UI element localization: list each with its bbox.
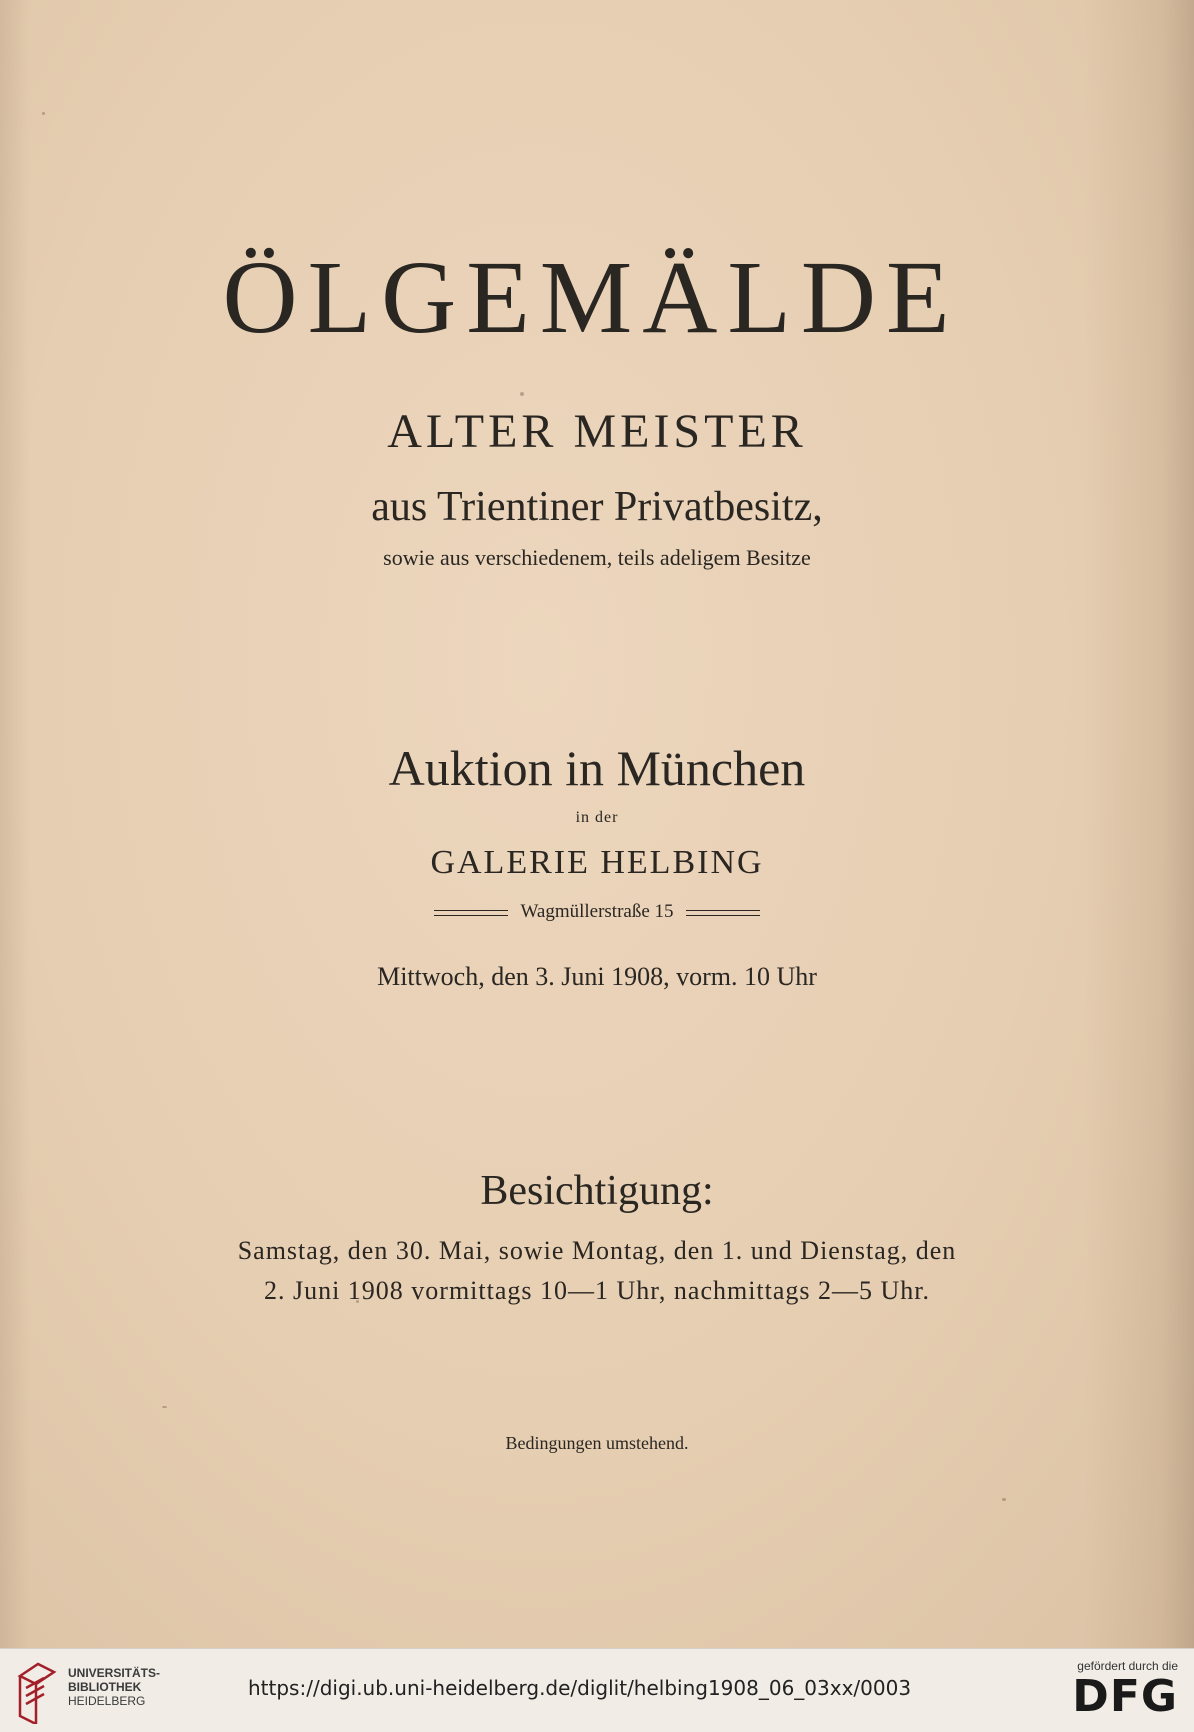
ub-heidelberg-logo-icon[interactable] (14, 1658, 60, 1724)
viewer-footer (0, 1648, 1194, 1732)
paper-speck (1002, 1498, 1006, 1501)
viewing-line-1: Samstag, den 30. Mai, sowie Montag, den 1. und Dienstag, den (237, 1236, 957, 1265)
gallery-name: GALERIE HELBING (430, 844, 764, 881)
paper-speck (162, 1406, 167, 1408)
origin-line: aus Trientiner Privatbesitz, (371, 484, 823, 530)
street-address-line (0, 902, 1194, 921)
library-line-2: BIBLIOTHEK (68, 1680, 142, 1694)
street-address: Wagmüllerstraße 15 (520, 901, 674, 922)
library-name[interactable] (68, 1666, 160, 1708)
viewing-heading: Besichtigung: (480, 1168, 714, 1214)
double-rule-left (434, 910, 508, 916)
funder-caption: gefördert durch die (1077, 1659, 1178, 1673)
dfg-logo[interactable]: DFG (1072, 1671, 1178, 1722)
auction-heading: Auktion in München (388, 740, 806, 796)
library-line-1: UNIVERSITÄTS- (68, 1666, 161, 1680)
library-line-3: HEIDELBERG (68, 1694, 146, 1708)
main-title: ÖLGEMÄLDE (222, 240, 960, 355)
in-der-text: in der (575, 809, 619, 826)
subtitle: ALTER MEISTER (387, 405, 807, 458)
viewing-line-2: 2. Juni 1908 vormittags 10—1 Uhr, nachmittags 2—5 Uhr. (263, 1276, 931, 1305)
conditions-note: Bedingungen umstehend. (505, 1433, 689, 1453)
paper-speck (42, 112, 45, 115)
origin-detail: sowie aus verschiedenem, teils adeligem Besitze (383, 545, 811, 570)
auction-date: Mittwoch, den 3. Juni 1908, vorm. 10 Uhr (377, 962, 817, 991)
permalink-url[interactable]: https://digi.ub.uni-heidelberg.de/diglit/helbing1908_06_03xx/0003 (248, 1676, 912, 1700)
double-rule-right (686, 910, 760, 916)
paper-speck (520, 392, 524, 396)
